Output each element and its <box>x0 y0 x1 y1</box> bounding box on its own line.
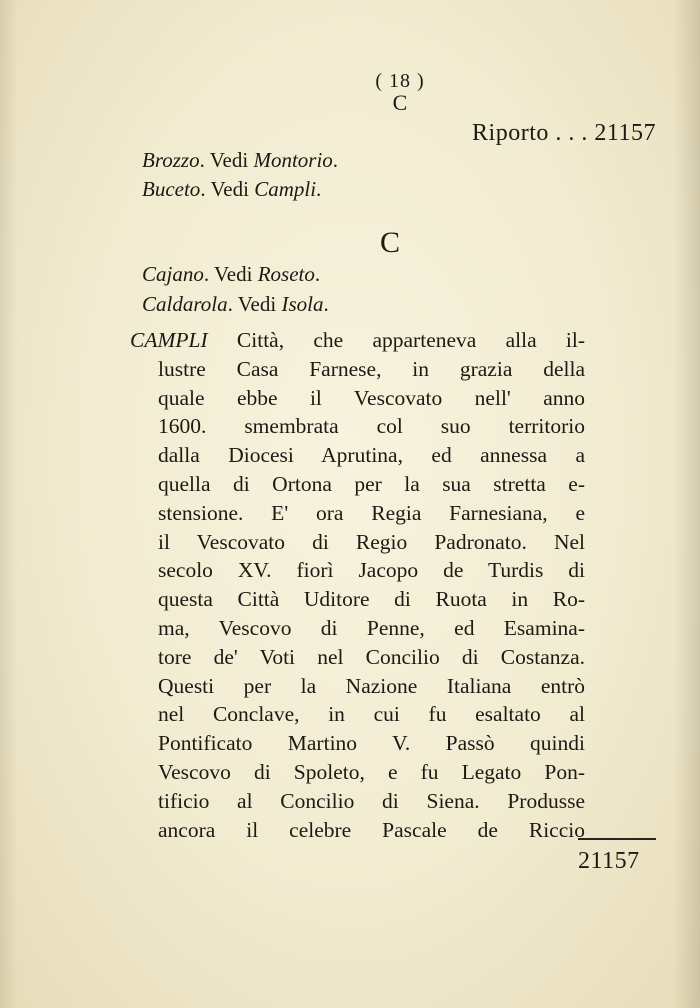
paragraph-line: tificio al Concilio di Siena. Produsse <box>158 788 585 813</box>
section-heading-letter: C <box>379 226 400 259</box>
paragraph-line: lustre Casa Farnese, in grazia della <box>158 356 585 381</box>
entry-target: Campli <box>254 177 317 201</box>
entry-buceto: Buceto. Vedi Campli. <box>142 177 322 201</box>
paragraph-line: quella di Ortona per la sua stretta e- <box>158 471 585 496</box>
paragraph-line: Pontificato Martino V. Passò quindi <box>158 731 585 756</box>
paragraph-line: Questi per la Nazione Italiana entrò <box>158 673 585 698</box>
paragraph-line: secolo XV. fiorì Jacopo de Turdis di <box>158 558 585 583</box>
entry-name: Caldarola <box>142 292 228 316</box>
total-rule <box>578 838 656 840</box>
entry-ref: Vedi <box>209 148 249 172</box>
entry-name: Cajano <box>142 262 204 286</box>
entry-brozzo: Brozzo. Vedi Montorio. <box>142 148 339 172</box>
page-total: 21157 <box>578 848 640 874</box>
carry-forward-total: Riporto . . . 21157 <box>472 120 656 146</box>
entry-target: Montorio <box>253 148 333 172</box>
entry-ref: Vedi <box>210 177 249 201</box>
entry-ref: Vedi <box>237 292 277 316</box>
signature-mark: C <box>392 90 408 115</box>
entry-cajano: Cajano. Vedi Roseto. <box>142 262 321 286</box>
page-number: ( 18 ) <box>375 70 425 92</box>
paragraph-line: stensione. E' ora Regia Farnesiana, e <box>158 500 585 525</box>
paragraph-line: 1600. smembrata col suo territorio <box>158 414 585 439</box>
entry-name: Brozzo <box>142 148 200 172</box>
paragraph-line: ancora il celebre Pascale de Riccio <box>158 817 585 842</box>
page-gutter-shadow <box>0 0 18 1008</box>
paragraph-line: il Vescovato di Regio Padronato. Nel <box>158 529 585 554</box>
paragraph-line: questa Città Uditore di Ruota in Ro- <box>158 587 585 612</box>
entry-caldarola: Caldarola. Vedi Isola. <box>142 292 329 316</box>
page-edge-shadow <box>674 0 700 1008</box>
paragraph-line: CAMPLI Città, che apparteneva alla il- <box>130 328 585 352</box>
paragraph-line: dalla Diocesi Aprutina, ed annessa a <box>158 443 585 468</box>
entry-target: Isola <box>281 292 324 316</box>
entry-target: Roseto <box>257 262 315 286</box>
campli-entry-paragraph <box>130 326 585 844</box>
paragraph-line: ma, Vescovo di Penne, ed Esamina- <box>158 615 585 640</box>
entry-ref: Vedi <box>213 262 253 286</box>
paragraph-line: Vescovo di Spoleto, e fu Legato Pon- <box>158 759 585 784</box>
paragraph-line: quale ebbe il Vescovato nell' anno <box>158 385 585 410</box>
entry-name: Buceto <box>142 177 201 201</box>
paragraph-line: nel Conclave, in cui fu esaltato al <box>158 702 585 727</box>
paragraph-line: tore de' Voti nel Concilio di Costanza. <box>158 644 585 669</box>
